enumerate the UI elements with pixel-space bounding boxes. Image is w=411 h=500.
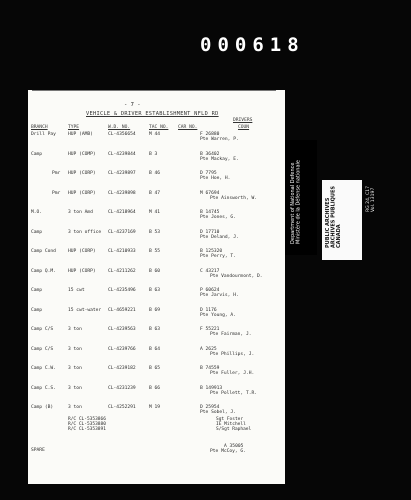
row-type: 3 ton office <box>68 229 102 235</box>
row-driver-name: Pte Hoe, H. <box>200 176 231 181</box>
row-driver-name: Pte Fuller, J.H. <box>210 371 255 376</box>
row-wd-number: CL-4252291 <box>108 405 136 410</box>
row-tac-number: B 64 <box>149 346 161 352</box>
row-wd-number: CL-4356654 <box>108 132 136 137</box>
row-service-number: A 2625 <box>200 346 217 352</box>
row-wd-number: CL-4211262 <box>108 268 136 274</box>
table-row <box>28 288 285 302</box>
row-branch: Camp <box>31 288 43 293</box>
row-branch: Drill Pay <box>31 132 56 137</box>
row-tac-number: B 63 <box>149 327 161 332</box>
row-driver-name: Pte Jones, G. <box>200 215 236 220</box>
row-wd-number: CL-4231239 <box>108 385 136 391</box>
table-row <box>28 191 285 205</box>
header-drivers: DRIVERS <box>233 118 253 123</box>
spares-label: SPARE <box>31 448 45 453</box>
extra-driver-0: Sgt Foster <box>216 417 244 422</box>
table-row <box>28 308 285 322</box>
row-tac-number: B 53 <box>149 229 161 235</box>
row-wd-number: CL-4237169 <box>108 229 136 235</box>
row-branch: Camp C/S <box>31 346 54 352</box>
stamp-line-0: Department of National Defence <box>290 162 296 244</box>
row-tac-number: B 63 <box>149 288 161 293</box>
row-driver-name: Pte Young, A. <box>200 312 236 318</box>
table-row <box>28 386 285 400</box>
row-type: HUP (COMP) <box>68 151 96 157</box>
row-service-number: F 26880 <box>200 132 220 137</box>
stamp-line-1: Ministère de la Défense nationale <box>295 160 302 244</box>
header-wd: W.D. NO. <box>108 125 131 130</box>
row-service-number: D 1176 <box>200 307 217 313</box>
header-type: TYPE <box>68 125 80 130</box>
row-wd-number: CL-4239182 <box>108 366 136 371</box>
row-type: HUP (CORP) <box>68 268 96 274</box>
reference-line-1: Vol. 13197 <box>371 187 377 213</box>
row-branch: Camp C/S <box>31 327 54 332</box>
page-number: 000618 <box>200 34 305 56</box>
extra-wd-0: R/C CL-5353866 <box>68 417 106 422</box>
extra-drivers-list <box>216 418 251 433</box>
table-row <box>28 405 285 419</box>
row-driver-name: Pte Jarvis, H. <box>200 293 239 298</box>
row-service-number: D 25954 <box>200 405 220 410</box>
table-row <box>28 366 285 380</box>
table-row <box>28 327 285 341</box>
row-tac-number: M 19 <box>149 405 161 410</box>
header-coun: COUN <box>238 125 250 130</box>
row-driver-name: Pte Perry, T. <box>200 254 236 259</box>
table-row <box>28 132 285 146</box>
row-tac-number: B 69 <box>149 307 161 313</box>
row-type: 3 ton <box>68 346 82 352</box>
row-wd-number: CL-4239898 <box>108 190 136 196</box>
row-tac-number: B 47 <box>149 190 161 196</box>
row-type: 3 ton <box>68 366 82 371</box>
row-branch: Pmr <box>52 171 61 176</box>
row-wd-number: CL-4239897 <box>108 171 136 176</box>
row-tac-number: M 41 <box>149 210 161 215</box>
row-tac-number: B 3 <box>149 151 158 157</box>
archive-line-2: CANADA <box>336 224 342 248</box>
row-driver-name: Pte Deland, J. <box>200 234 239 240</box>
row-type: 3 ton <box>68 327 82 332</box>
row-type: HUP (CORP) <box>68 249 96 254</box>
row-service-number: D 7795 <box>200 171 217 176</box>
extra-wd-2: R/C CL-5353891 <box>68 426 106 432</box>
row-driver-name: Pte Vandourmont, D. <box>210 273 263 279</box>
row-type: 15 cwt <box>68 288 85 293</box>
table-row <box>28 152 285 166</box>
extra-wd-1: R/C CL-5353880 <box>68 421 106 427</box>
row-type: HUP (CORP) <box>68 190 96 196</box>
row-branch: Camp C.S. <box>31 385 56 391</box>
row-service-number: B 14745 <box>200 210 220 215</box>
archive-line-1: ARCHIVES PUBLIQUES <box>330 186 337 248</box>
row-branch: Pmr <box>52 190 61 196</box>
extra-driver-2: S/Sgt Raphael <box>216 426 252 432</box>
row-wd-number: CL-4239766 <box>108 346 136 352</box>
archive-text <box>326 186 343 248</box>
extra-driver-1: IE Mitchell <box>216 421 246 427</box>
row-type: HUP (CORP) <box>68 171 96 176</box>
row-driver-name: Pte Fairman, J. <box>210 332 252 337</box>
row-type: 3 ton Amd <box>68 210 93 215</box>
row-branch: M.O. <box>31 210 43 215</box>
row-type: HUP (AMB) <box>68 132 93 137</box>
row-branch: Camp <box>31 229 43 235</box>
row-tac-number: B 46 <box>149 171 161 176</box>
row-driver-name: Pte Sobel, J. <box>200 410 236 415</box>
row-driver-name: Pte Mackay, E. <box>200 156 239 162</box>
row-driver-name: Pte Ainsworth, W. <box>210 195 258 201</box>
row-tac-number: B 60 <box>149 268 161 274</box>
spares-sn: A 35005 <box>224 444 244 449</box>
row-tac-number: B 66 <box>149 385 161 391</box>
row-wd-number: CL-4210933 <box>108 249 136 254</box>
row-tac-number: B 55 <box>149 249 161 254</box>
row-branch: Camp Q.M. <box>31 268 56 274</box>
table-row <box>28 230 285 244</box>
row-service-number: M 67694 <box>200 190 220 196</box>
row-service-number: P 60624 <box>200 288 220 293</box>
archive-line-0: PUBLIC ARCHIVES <box>325 197 331 248</box>
row-wd-number: CL-4235496 <box>108 288 136 293</box>
page-marker: - 7 - <box>124 102 141 108</box>
row-tac-number: B 65 <box>149 366 161 371</box>
header-sn: CAR NO. <box>178 125 198 130</box>
row-service-number: F 55221 <box>200 327 220 332</box>
row-driver-name: Pte Phillips, J. <box>210 351 255 357</box>
row-wd-number: CL-4218964 <box>108 210 136 215</box>
row-service-number: D 17710 <box>200 229 220 235</box>
row-type: 3 ton <box>68 385 82 391</box>
row-driver-name: Pte Pollett, T.R. <box>210 390 258 396</box>
row-service-number: B 125320 <box>200 249 223 254</box>
row-driver-name: Pte Warren, P. <box>200 137 239 142</box>
row-branch: Camp <box>31 307 43 313</box>
document-title: VEHICLE & DRIVER ESTABLISHMENT NFLD RD <box>86 111 219 117</box>
reference-line-0: RG 24, C17 <box>366 186 371 213</box>
row-branch: Camp <box>31 151 43 157</box>
row-service-number: B 36402 <box>200 151 220 157</box>
row-wd-number: CL-4659221 <box>108 307 136 313</box>
defence-stamp-text <box>291 160 302 244</box>
header-branch: BRANCH <box>31 125 48 130</box>
row-service-number: B 149913 <box>200 385 223 391</box>
row-type: 15 cwt-water <box>68 307 102 313</box>
row-tac-number: M 44 <box>149 132 161 137</box>
table-row <box>28 171 285 185</box>
table-row <box>28 210 285 224</box>
top-rule <box>32 90 276 91</box>
row-branch: Camp C.W. <box>31 366 56 371</box>
document-sheet <box>28 90 285 484</box>
table-row <box>28 249 285 263</box>
row-branch: Camp (B) <box>31 405 54 410</box>
row-service-number: B 74559 <box>200 366 220 371</box>
spares-name: Pte McCoy, G. <box>210 449 246 454</box>
reference-text <box>366 186 376 212</box>
row-wd-number: CL-4239844 <box>108 151 136 157</box>
table-row <box>28 347 285 361</box>
row-wd-number: CL-4239563 <box>108 327 136 332</box>
row-service-number: C 43217 <box>200 268 220 274</box>
table-row <box>28 269 285 283</box>
header-tac: TAC NO. <box>149 125 169 130</box>
row-type: 3 ton <box>68 405 82 410</box>
extra-wd-list <box>68 418 106 433</box>
row-branch: Camp Cond <box>31 249 56 254</box>
